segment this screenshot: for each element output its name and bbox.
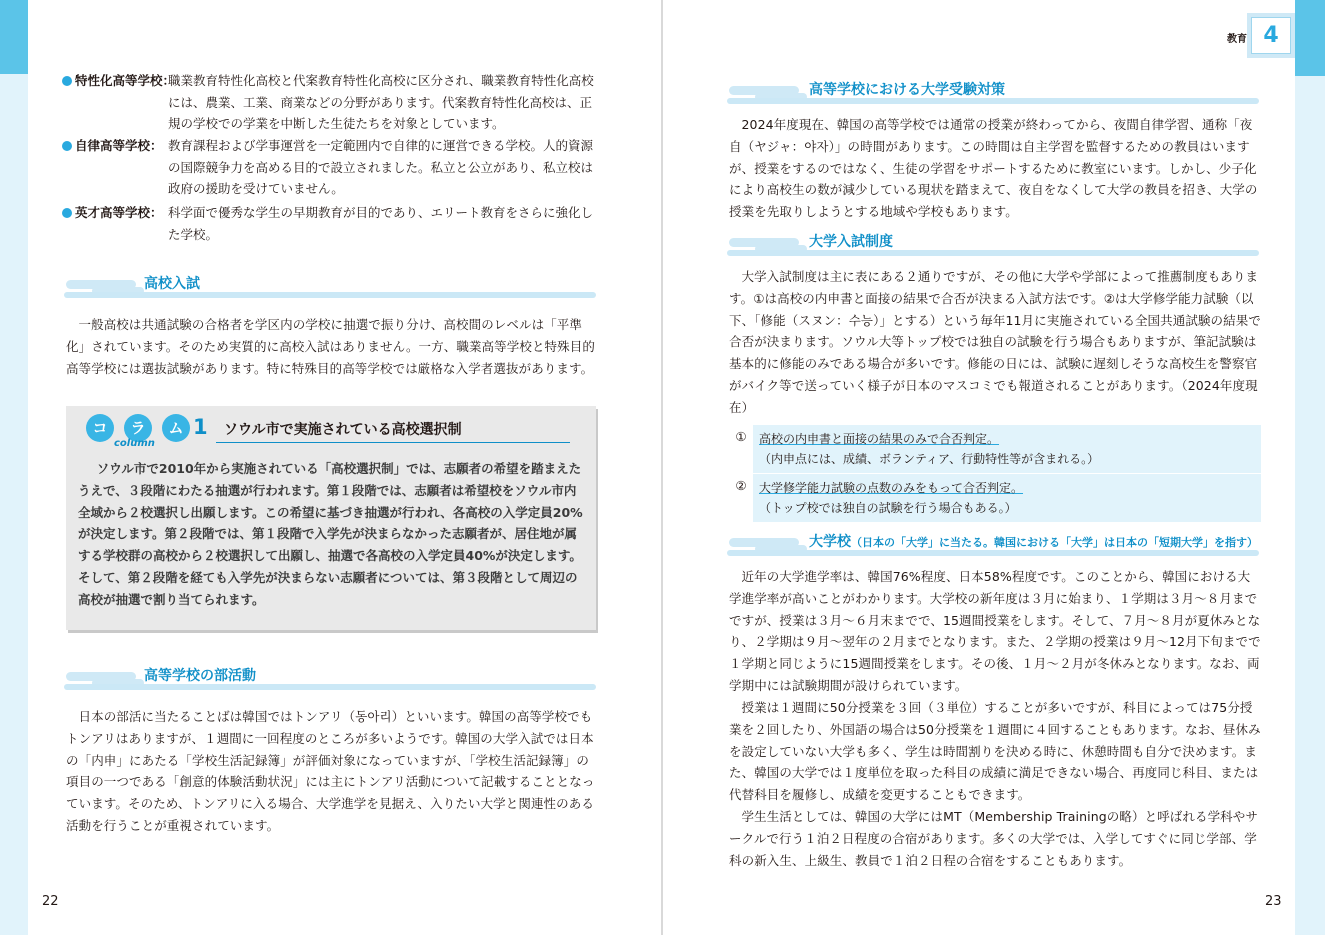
- column-word: column: [114, 438, 155, 449]
- definition-term: 英才高等学校：: [75, 205, 163, 220]
- section-heading-title: [809, 534, 1258, 551]
- column-char-bubble: ム: [162, 414, 190, 442]
- paragraph: 大学入試制度は主に表にある２通りですが、その他に大学や学部によって推薦制度もあります。①は高校の内申書と面接の結果で合否が決まる入試方法です。②は大学修学能力試験（以下、「修能（スヌン：수능）」とする）という毎年11月に実施されている全国共通試験の結果で合否が決まります。ソウル大等トップ校では独自の試験を行う場合もありますが、筆記試験は基本的に修能のみである場合が多いです。修能の日には、試験に遅刻しそうな高校生を警察官がバイク等で送っていく様子が日本のマスコミでも報道されることがあります。（2024年度現在）: [729, 269, 1261, 415]
- left-page: [0, 0, 662, 935]
- page-edge-tab: [1295, 0, 1325, 76]
- section-heading-main: 大学校: [809, 534, 851, 550]
- definition-text: 職業教育特性化高校と代案教育特性化高校に区分され、職業教育特性化高校には、農業、工業、商業などの分野があります。代案教育特性化高校は、正規の学校での学業を中断した生徒たちを対象としています。: [168, 73, 594, 132]
- column-box: [66, 406, 596, 630]
- definition-term: 自律高等学校：: [75, 138, 163, 153]
- paragraph: 学生生活としては、韓国の大学にはMT（Membership Trainingの略）と呼ばれる学科やサークルで行う１泊２日程度の合宿があります。多くの大学では、入学してすぐに同じ学部、学科の新入生、上級生、教員で１泊２日程の合宿をすることもあります。: [729, 809, 1258, 868]
- column-char-bubble: コ: [86, 414, 114, 442]
- table-row-number: ②: [729, 474, 753, 522]
- chapter-box: [1247, 13, 1295, 58]
- bullet-dot-icon: [62, 208, 72, 218]
- section-heading: [727, 82, 1259, 112]
- definition-item: [62, 70, 602, 136]
- paragraph: 一般高校は共通試験の合格者を学区内の学校に抽選で振り分け、高校間のレベルは「平準化」されています。そのため実質的に高校入試はありません。一方、職業高等学校と特殊目的高等学校には選抜試験があります。特に特殊目的高等学校では厳格な入学者選抜があります。: [66, 317, 595, 376]
- section-heading-title: 高校入試: [144, 276, 200, 292]
- page-edge-band: [0, 74, 28, 935]
- exam-table: [729, 424, 1261, 522]
- table-row: [729, 473, 1261, 522]
- table-row-main: 大学修学能力試験の点数のみをもって合否判定。: [759, 481, 1024, 495]
- right-page: [663, 0, 1325, 935]
- bullet-dot-icon: [62, 76, 72, 86]
- section-heading-sub: （日本の「大学」に当たる。韓国における「大学」は日本の「短期大学」を指す）: [851, 536, 1258, 549]
- column-title: ソウル市で実施されている高校選択制: [224, 422, 462, 438]
- page-edge-tab: [0, 0, 28, 74]
- section-heading-title: 大学入試制度: [809, 234, 893, 250]
- section-heading: [64, 276, 596, 306]
- column-char-bubble: ラ: [124, 414, 152, 442]
- section-heading-title: 高等学校の部活動: [144, 668, 256, 684]
- section-heading: [727, 534, 1259, 564]
- paragraph: 授業は１週間に50分授業を３回（３単位）することが多いですが、科目によっては75分授業を２回したり、外国語の場合は50分授業を１週間に４回することもあります。なお、昼休みを設定していない大学も多く、学生は時間割りを決める時に、休憩時間も自分で決めます。また、韓国の大学では１度単位を取った科目の成績に満足できない場合、再度同じ科目、または代替科目を履修し、成績を変更することもできます。: [729, 700, 1261, 803]
- column-text: ソウル市で2010年から実施されている「高校選択制」では、志願者の希望を踏まえたうえで、３段階にわたる抽選が行われます。第１段階では、志願者は希望校をソウル市内全域から２校選択し出願します。この希望に基づき抽選が行われ、各高校の入学定員20%が決定します。第２段階では、第１段階で入学先が決まらなかった志願者が、居住地が属する学校群の高校から２校選択して出願し、抽選で各高校の入学定員40%が決定します。そして、第２段階を経ても入学先が決まらない志願者については、第３段階として周辺の高校が抽選で割り当てられます。: [78, 461, 583, 607]
- table-row-number: ①: [729, 425, 753, 473]
- section-heading-title: 高等学校における大学受験対策: [809, 82, 1005, 98]
- definition-item: [62, 135, 602, 201]
- table-row-main: 高校の内申書と面接の結果のみで合否判定。: [759, 432, 1000, 446]
- paragraph: 日本の部活に当たることばは韓国ではトンアリ（동아리）といいます。韓国の高等学校でもトンアリはありますが、１週間に一回程度のところが多いようです。韓国の大学入試では日本の「内申」にあたる「学校生活記録簿」が評価対象になっていますが、「学校生活記録簿」の項目の一つである「創意的体験活動状況」には主にトンアリ活動について記載することとなっています。そのため、トンアリに入る場合、大学進学を見据え、入りたい大学と関連性のある活動を行うことが重視されています。: [66, 709, 595, 833]
- section-heading: [727, 234, 1259, 264]
- chapter-number: 4: [1251, 17, 1291, 54]
- definition-text: 教育課程および学事運営を一定範囲内で自律的に運営できる学校。人的資源の国際競争力を高める目的で設立されました。私立と公立があり、私立校は政府の援助を受けていません。: [168, 138, 594, 197]
- column-number: 1: [193, 415, 208, 439]
- running-head: 教育: [1227, 34, 1247, 45]
- table-row-note: （内申点には、成績、ボランティア、行動特性等が含まれる。）: [759, 452, 1100, 466]
- page-edge-band: [1295, 76, 1325, 935]
- paragraph: 近年の大学進学率は、韓国76%程度、日本58%程度です。このことから、韓国における大学進学率が高いことがわかります。大学校の新年度は３月に始まり、１学期は３月～８月までですが、授業は３月～６月末までで、15週間授業をします。そして、７月～８月が夏休みとなり、２学期は９月～翌年の２月までとなります。また、２学期の授業は９月～12月下旬までで１学期と同じように15週間授業をします。その後、１月～２月が冬休みとなります。なお、両学期中には試験期間が設けられています。: [729, 569, 1261, 693]
- bullet-dot-icon: [62, 141, 72, 151]
- page-number: 22: [42, 894, 59, 909]
- definition-text: 科学面で優秀な学生の早期教育が目的であり、エリート教育をさらに強化した学校。: [168, 205, 594, 242]
- definition-item: [62, 202, 602, 246]
- table-row-note: （トップ校では独自の試験を行う場合もある。）: [759, 501, 1017, 515]
- section-heading: [64, 668, 596, 698]
- table-row: [729, 424, 1261, 473]
- definition-term: 特性化高等学校：: [75, 73, 176, 88]
- column-title-rule: [216, 442, 570, 443]
- paragraph: 2024年度現在、韓国の高等学校では通常の授業が終わってから、夜間自律学習、通称「夜自（ヤジャ：야자）」の時間があります。この時間は自主学習を監督するための教員はいますが、授業をするのではなく、生徒の学習をサポートするために教室にいます。しかし、少子化により高校生の数が減少している現状を踏まえて、夜自をなくして大学の教員を招き、大学の授業を先取りしようとする地域や学校もあります。: [729, 117, 1258, 220]
- page-number: 23: [1265, 894, 1282, 909]
